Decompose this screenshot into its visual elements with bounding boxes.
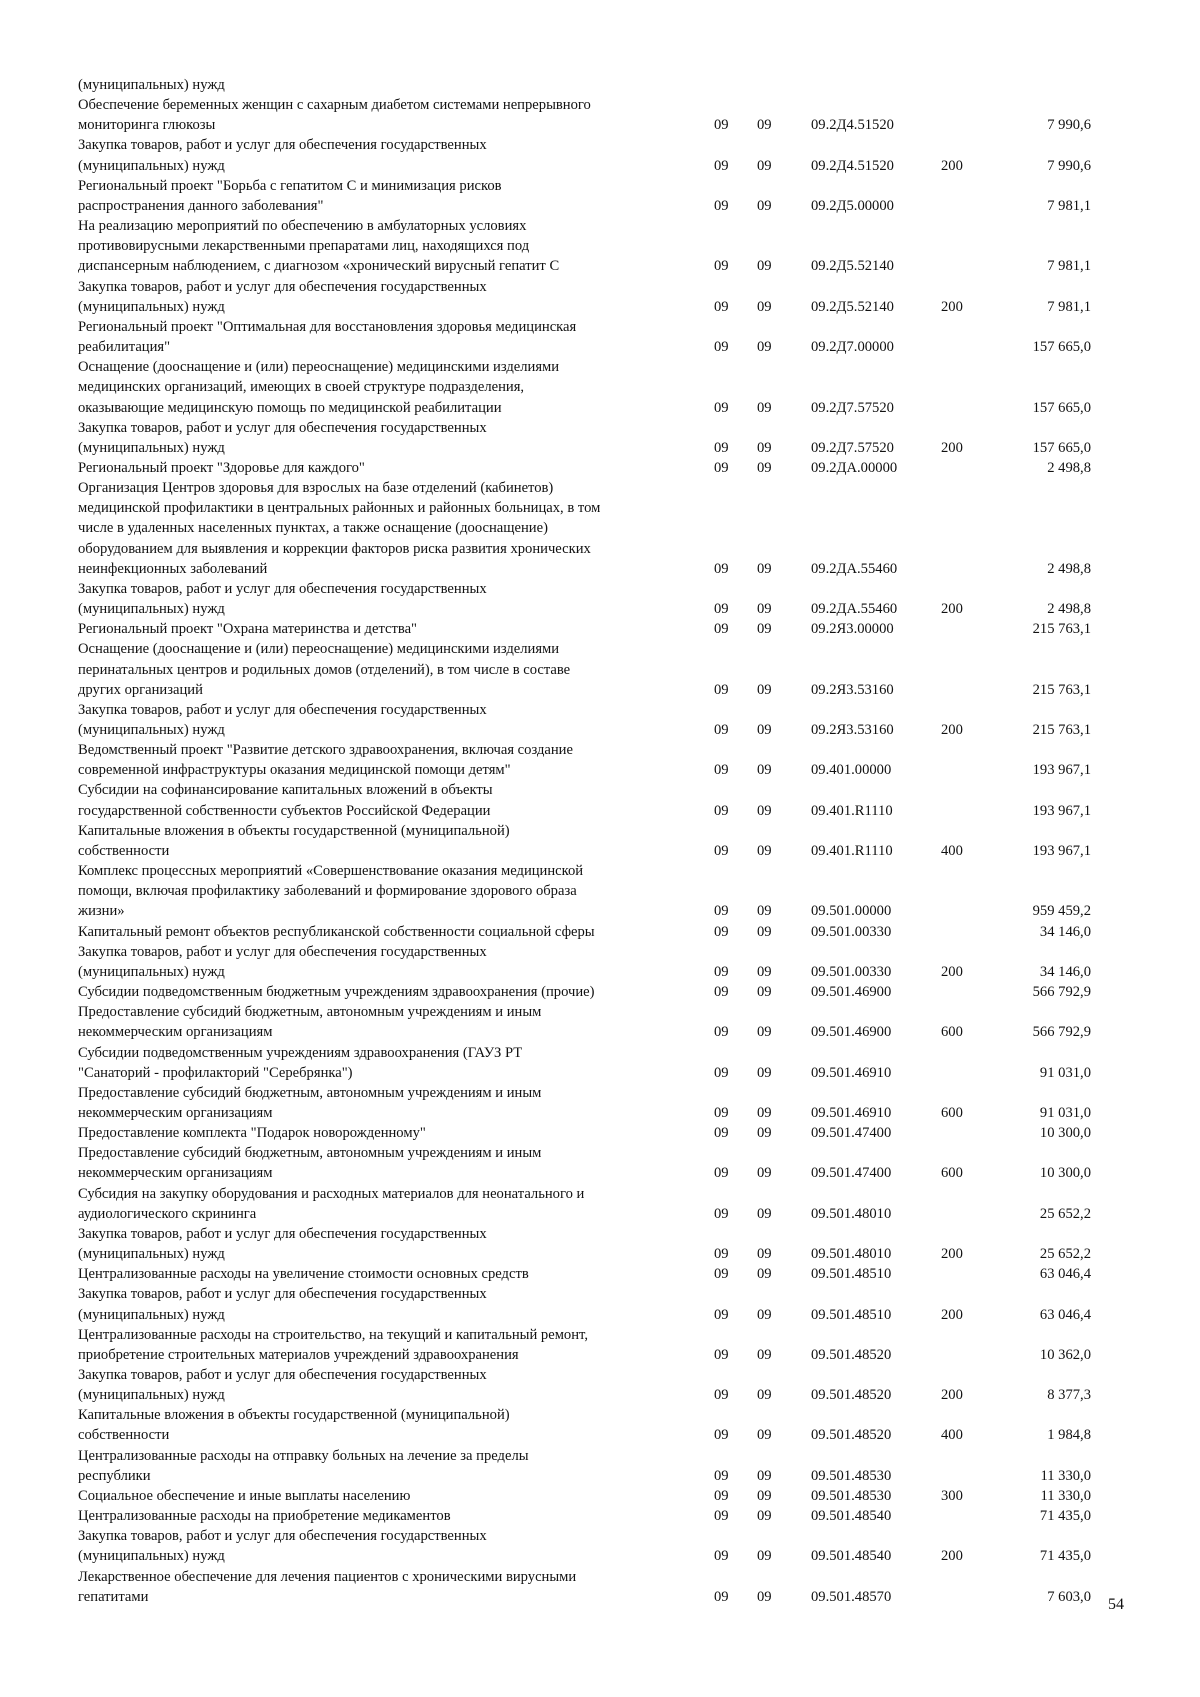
- amount-cell: 7 981,1: [1047, 298, 1091, 315]
- target-article-cell: 09.501.48530: [811, 1487, 892, 1504]
- description-cell: Региональный проект "Здоровье для каждого": [78, 459, 365, 476]
- expense-type-cell: [931, 1567, 991, 1607]
- description-cell: Субсидии на софинансирование капитальных вложений в объекты государственной собственности субъектов Российской Федерации: [78, 782, 493, 819]
- target-article-cell: 09.2Д7.57520: [811, 439, 894, 456]
- expense-type-cell: [931, 619, 991, 639]
- subsection-code-cell: 09: [757, 1588, 772, 1605]
- target-article-cell: 09.501.46900: [811, 1024, 892, 1041]
- target-article-cell: 09.501.47400: [811, 1125, 892, 1142]
- expense-type-cell: [931, 861, 991, 921]
- target-article-cell: 09.2Д5.52140: [811, 298, 894, 315]
- target-article-cell: 09.2Я3.53160: [811, 722, 894, 738]
- target-article-cell: 09.501.46900: [811, 984, 892, 1001]
- description-cell: Ведомственный проект "Развитие детского здравоохранения, включая создание современной инфраструктуры оказания медицинской помощи детям": [78, 742, 573, 779]
- amount-cell: 7 981,1: [1047, 197, 1091, 214]
- amount-cell: 215 763,1: [1032, 681, 1091, 698]
- expense-type-cell: [931, 216, 991, 276]
- description-cell: Капитальные вложения в объекты государственной (муниципальной) собственности: [78, 822, 510, 859]
- expense-type-cell: 200: [941, 439, 963, 456]
- section-code-cell: 09: [714, 117, 729, 134]
- subsection-code-cell: 09: [757, 681, 772, 698]
- subsection-code-cell: 09: [757, 1467, 772, 1484]
- description-cell: Капитальный ремонт объектов республиканской собственности социальной сферы: [78, 923, 595, 940]
- target-article-cell: 09.2Д4.51520: [811, 157, 894, 174]
- table-row: [78, 1325, 1091, 1365]
- subsection-code-cell: 09: [757, 963, 772, 980]
- target-article-cell: 09.2Я3.00000: [811, 621, 894, 638]
- target-article-cell: 09.501.46910: [811, 1064, 892, 1081]
- target-article-cell: 09.501.48010: [811, 1246, 892, 1263]
- expense-type-cell: 600: [941, 1104, 963, 1121]
- subsection-code-cell: 09: [757, 1508, 772, 1525]
- section-code-cell: 09: [714, 903, 729, 920]
- description-cell: На реализацию мероприятий по обеспечению в амбулаторных условиях противовирусными лекарственными препаратами лиц, находящихся под диспансерным наблюдением, с диагнозом «хронический вирусный гепатит С: [78, 218, 560, 275]
- description-cell: Закупка товаров, работ и услуг для обеспечения государственных (муниципальных) нужд: [78, 580, 487, 618]
- expense-type-cell: 200: [941, 963, 963, 980]
- amount-cell: 91 031,0: [1039, 1064, 1091, 1081]
- amount-cell: 2 498,8: [1047, 560, 1091, 577]
- expense-type-cell: [931, 982, 991, 1002]
- description-cell: Капитальные вложения в объекты государственной (муниципальной) собственности: [78, 1407, 510, 1444]
- table-row: [78, 1526, 1091, 1566]
- amount-cell: 7 990,6: [1047, 117, 1091, 134]
- section-code-cell: 09: [714, 1346, 729, 1363]
- subsection-code-cell: 09: [757, 560, 772, 577]
- expense-type-cell: [931, 740, 991, 780]
- table-row: [78, 1123, 1091, 1143]
- expense-type-cell: [931, 478, 991, 579]
- page-number: 54: [1108, 1596, 1124, 1613]
- description-cell: Закупка товаров, работ и услуг для обеспечения государственных (муниципальных) нужд: [78, 1528, 487, 1565]
- expense-type-cell: [931, 317, 991, 357]
- section-code-cell: 09: [714, 1064, 729, 1081]
- subsection-code-cell: 09: [757, 1125, 772, 1142]
- table-row: [78, 418, 1091, 458]
- expense-type-cell: 200: [941, 1387, 963, 1404]
- expense-type-cell: 600: [941, 1165, 963, 1182]
- target-article-cell: 09.501.00000: [811, 903, 892, 920]
- description-cell: Субсидии подведомственным бюджетным учреждениям здравоохранения (прочие): [78, 984, 595, 1001]
- section-code-cell: 09: [714, 923, 729, 940]
- table-row: [78, 740, 1091, 780]
- description-cell: Предоставление субсидий бюджетным, автономным учреждениям и иным некоммерческим организациям: [78, 1084, 542, 1121]
- amount-cell: 10 300,0: [1039, 1165, 1091, 1182]
- section-code-cell: 09: [714, 1306, 729, 1323]
- table-row: [78, 700, 1091, 740]
- table-row: [78, 1143, 1091, 1183]
- table-row: [78, 579, 1091, 619]
- subsection-code-cell: 09: [757, 1427, 772, 1444]
- description-cell: Организация Центров здоровья для взрослых на базе отделений (кабинетов) медицинской профилактики в центральных районных и районных больницах, в том числе в удаленных населенных пунктах, а также оснащение (дооснащение) оборудованием для выявления и коррекции факторов риска развития хронических неинфекционных заболеваний: [78, 480, 601, 577]
- section-code-cell: 09: [714, 1467, 729, 1484]
- amount-cell: 193 967,1: [1032, 762, 1091, 779]
- amount-cell: 11 330,0: [1040, 1487, 1091, 1504]
- subsection-code-cell: 09: [757, 1346, 772, 1363]
- expense-type-cell: 600: [941, 1024, 963, 1041]
- table-row: [78, 1002, 1091, 1042]
- subsection-code-cell: 09: [757, 1024, 772, 1041]
- section-code-cell: 09: [714, 1246, 729, 1263]
- target-article-cell: 09.2ДА.55460: [811, 560, 898, 577]
- amount-cell: 34 146,0: [1039, 963, 1091, 980]
- table-row: [78, 458, 1091, 478]
- table-row: [78, 780, 1091, 820]
- expense-type-cell: [931, 458, 991, 478]
- section-code-cell: 09: [714, 1125, 729, 1142]
- section-code-cell: 09: [714, 439, 729, 456]
- subsection-code-cell: 09: [757, 722, 772, 738]
- amount-cell: 8 377,3: [1047, 1387, 1091, 1404]
- target-article-cell: 09.2Д4.51520: [811, 117, 894, 134]
- amount-cell: 7 990,6: [1047, 157, 1091, 174]
- amount-cell: 71 435,0: [1039, 1508, 1091, 1525]
- table-row: [78, 176, 1091, 216]
- table-row: [78, 1567, 1091, 1607]
- target-article-cell: 09.2Я3.53160: [811, 681, 894, 698]
- amount-cell: 91 031,0: [1039, 1104, 1091, 1121]
- subsection-code-cell: 09: [757, 339, 772, 356]
- subsection-code-cell: 09: [757, 1205, 772, 1222]
- subsection-code-cell: 09: [757, 1387, 772, 1404]
- amount-cell: 157 665,0: [1032, 339, 1091, 356]
- amount-cell: 566 792,9: [1032, 984, 1091, 1001]
- section-code-cell: 09: [714, 1387, 729, 1404]
- table-row: [78, 619, 1091, 639]
- amount-cell: 2 498,8: [1047, 459, 1091, 476]
- description-cell: Централизованные расходы на приобретение медикаментов: [78, 1508, 451, 1525]
- description-cell: Предоставление комплекта "Подарок новорожденному": [78, 1125, 426, 1142]
- table-row: [78, 821, 1091, 861]
- expense-type-cell: 200: [941, 1306, 963, 1323]
- expense-type-cell: 200: [941, 1246, 963, 1263]
- table-row: [78, 277, 1091, 317]
- subsection-code-cell: 09: [757, 984, 772, 1001]
- description-cell: Закупка товаров, работ и услуг для обеспечения государственных (муниципальных) нужд: [78, 1367, 487, 1404]
- target-article-cell: 09.501.46910: [811, 1104, 892, 1121]
- subsection-code-cell: 09: [757, 298, 772, 315]
- section-code-cell: 09: [714, 1588, 729, 1605]
- expense-type-cell: [931, 1446, 991, 1486]
- description-cell: Региональный проект "Оптимальная для восстановления здоровья медицинская реабилитация": [78, 318, 577, 356]
- target-article-cell: 09.2ДА.55460: [811, 601, 898, 618]
- table-row: [78, 922, 1091, 942]
- table-row: [78, 861, 1091, 921]
- expense-type-cell: 400: [941, 842, 963, 859]
- section-code-cell: 09: [714, 601, 729, 618]
- amount-cell: 63 046,4: [1039, 1266, 1091, 1283]
- expense-type-cell: [931, 176, 991, 216]
- amount-cell: 2 498,8: [1047, 601, 1091, 618]
- subsection-code-cell: 09: [757, 117, 772, 134]
- subsection-code-cell: 09: [757, 621, 772, 638]
- expense-type-cell: 200: [941, 157, 963, 174]
- target-article-cell: 09.501.48530: [811, 1467, 892, 1484]
- amount-cell: 10 300,0: [1039, 1125, 1091, 1142]
- description-cell: Региональный проект "Охрана материнства и детства": [78, 621, 417, 638]
- target-article-cell: 09.401.00000: [811, 762, 892, 779]
- target-article-cell: [807, 75, 931, 95]
- expense-type-cell: [931, 75, 991, 95]
- amount-cell: 11 330,0: [1040, 1467, 1091, 1484]
- table-row: [78, 1365, 1091, 1405]
- target-article-cell: 09.2Д5.52140: [811, 258, 894, 275]
- amount-cell: 959 459,2: [1032, 903, 1091, 920]
- description-cell: Субсидии подведомственным учреждениям здравоохранения (ГАУЗ РТ "Санаторий - профилакторий "Серебрянка"): [78, 1044, 523, 1081]
- subsection-code-cell: 09: [757, 802, 772, 819]
- amount-cell: 215 763,1: [1032, 722, 1091, 738]
- table-row: [78, 357, 1091, 417]
- subsection-code-cell: 09: [757, 197, 772, 214]
- expense-type-cell: [931, 1043, 991, 1083]
- amount-cell: [991, 75, 1091, 95]
- expense-type-cell: [931, 1264, 991, 1284]
- table-row: [78, 1446, 1091, 1486]
- amount-cell: 157 665,0: [1032, 399, 1091, 416]
- section-code-cell: 09: [714, 842, 729, 859]
- amount-cell: 25 652,2: [1039, 1246, 1091, 1263]
- description-cell: Социальное обеспечение и иные выплаты населению: [78, 1487, 411, 1504]
- section-code-cell: 09: [714, 1508, 729, 1525]
- subsection-code-cell: 09: [757, 439, 772, 456]
- target-article-cell: 09.501.48520: [811, 1427, 892, 1444]
- description-cell: Централизованные расходы на отправку больных на лечение за пределы республики: [78, 1447, 529, 1484]
- expense-type-cell: 300: [941, 1487, 963, 1504]
- section-code-cell: [706, 75, 752, 95]
- target-article-cell: 09.501.48540: [811, 1508, 892, 1525]
- expense-type-cell: [931, 1184, 991, 1224]
- description-cell: Закупка товаров, работ и услуг для обеспечения государственных (муниципальных) нужд: [78, 419, 487, 456]
- expense-type-cell: [931, 922, 991, 942]
- table-row: [78, 982, 1091, 1002]
- section-code-cell: 09: [714, 621, 729, 638]
- expense-type-cell: [931, 1325, 991, 1365]
- description-cell: Оснащение (дооснащение и (или) переоснащение) медицинскими изделиями медицинских организаций, имеющих в своей структуре подразделения, оказывающие медицинскую помощь по медицинской реабилитации: [78, 359, 560, 416]
- expense-type-cell: [931, 1123, 991, 1143]
- budget-table: [78, 75, 1091, 1607]
- section-code-cell: 09: [714, 1548, 729, 1565]
- expense-type-cell: 200: [941, 1548, 963, 1565]
- target-article-cell: 09.2Д7.57520: [811, 399, 894, 416]
- section-code-cell: 09: [714, 1165, 729, 1182]
- section-code-cell: 09: [714, 802, 729, 819]
- subsection-code-cell: 09: [757, 903, 772, 920]
- section-code-cell: 09: [714, 1104, 729, 1121]
- target-article-cell: 09.2Д5.00000: [811, 197, 894, 214]
- amount-cell: 10 362,0: [1039, 1346, 1091, 1363]
- table-row: [78, 1224, 1091, 1264]
- section-code-cell: 09: [714, 560, 729, 577]
- description-cell: Централизованные расходы на строительство, на текущий и капитальный ремонт, приобретение строительных материалов учреждений здравоохранения: [78, 1326, 588, 1363]
- table-row: [78, 1506, 1091, 1526]
- target-article-cell: 09.2ДА.00000: [811, 459, 898, 476]
- description-cell: (муниципальных) нужд: [78, 77, 225, 93]
- subsection-code-cell: 09: [757, 1487, 772, 1504]
- amount-cell: 71 435,0: [1039, 1548, 1091, 1565]
- description-cell: Закупка товаров, работ и услуг для обеспечения государственных (муниципальных) нужд: [78, 1225, 487, 1263]
- description-cell: Закупка товаров, работ и услуг для обеспечения государственных (муниципальных) нужд: [78, 943, 487, 980]
- subsection-code-cell: 09: [757, 399, 772, 416]
- table-row: [78, 1083, 1091, 1123]
- description-cell: Лекарственное обеспечение для лечения пациентов с хроническими вирусными гепатитами: [78, 1568, 577, 1605]
- section-code-cell: 09: [714, 722, 729, 738]
- expense-type-cell: [931, 357, 991, 417]
- table-row: [78, 135, 1091, 175]
- target-article-cell: 09.501.00330: [811, 963, 892, 980]
- section-code-cell: 09: [714, 1487, 729, 1504]
- table-row: [78, 1184, 1091, 1224]
- subsection-code-cell: 09: [757, 1165, 772, 1182]
- amount-cell: 63 046,4: [1039, 1306, 1091, 1323]
- amount-cell: 157 665,0: [1032, 439, 1091, 456]
- target-article-cell: 09.401.R1110: [811, 842, 893, 859]
- target-article-cell: 09.501.48510: [811, 1306, 892, 1323]
- section-code-cell: 09: [714, 399, 729, 416]
- section-code-cell: 09: [714, 1427, 729, 1444]
- subsection-code-cell: 09: [757, 1548, 772, 1565]
- amount-cell: 7 603,0: [1047, 1588, 1091, 1605]
- expense-type-cell: [931, 95, 991, 135]
- section-code-cell: 09: [714, 258, 729, 275]
- section-code-cell: 09: [714, 681, 729, 698]
- subsection-code-cell: 09: [757, 1104, 772, 1121]
- section-code-cell: 09: [714, 984, 729, 1001]
- target-article-cell: 09.501.48520: [811, 1387, 892, 1404]
- description-cell: Закупка товаров, работ и услуг для обеспечения государственных (муниципальных) нужд: [78, 137, 487, 174]
- subsection-code-cell: 09: [757, 459, 772, 476]
- table-row: [78, 317, 1091, 357]
- expense-type-cell: 400: [941, 1427, 963, 1444]
- table-row: [78, 478, 1091, 579]
- table-row: [78, 639, 1091, 699]
- expense-type-cell: [931, 1506, 991, 1526]
- target-article-cell: 09.501.48570: [811, 1588, 892, 1605]
- table-row: [78, 95, 1091, 135]
- table-row: [78, 1043, 1091, 1083]
- subsection-code-cell: 09: [757, 601, 772, 618]
- section-code-cell: 09: [714, 339, 729, 356]
- amount-cell: 215 763,1: [1032, 621, 1091, 638]
- section-code-cell: 09: [714, 1024, 729, 1041]
- section-code-cell: 09: [714, 762, 729, 779]
- amount-cell: 25 652,2: [1039, 1205, 1091, 1222]
- table-row: [78, 216, 1091, 276]
- description-cell: Закупка товаров, работ и услуг для обеспечения государственных (муниципальных) нужд: [78, 701, 487, 738]
- description-cell: Региональный проект "Борьба с гепатитом С и минимизация рисков распространения данного заболевания": [78, 177, 502, 214]
- subsection-code-cell: 09: [757, 1266, 772, 1283]
- expense-type-cell: [931, 780, 991, 820]
- section-code-cell: 09: [714, 197, 729, 214]
- subsection-code-cell: 09: [757, 762, 772, 779]
- section-code-cell: 09: [714, 459, 729, 476]
- amount-cell: 566 792,9: [1032, 1024, 1091, 1041]
- subsection-code-cell: 09: [757, 258, 772, 275]
- description-cell: Обеспечение беременных женщин с сахарным диабетом системами непрерывного мониторинга глюкозы: [78, 97, 591, 134]
- amount-cell: 193 967,1: [1032, 842, 1091, 859]
- subsection-code-cell: 09: [757, 1246, 772, 1263]
- description-cell: Предоставление субсидий бюджетным, автономным учреждениям и иным некоммерческим организациям: [78, 1004, 542, 1041]
- description-cell: Закупка товаров, работ и услуг для обеспечения государственных (муниципальных) нужд: [78, 1286, 487, 1323]
- description-cell: Субсидия на закупку оборудования и расходных материалов для неонатального и аудиологического скрининга: [78, 1185, 585, 1222]
- target-article-cell: 09.401.R1110: [811, 802, 893, 819]
- expense-type-cell: 200: [941, 298, 963, 315]
- target-article-cell: 09.501.47400: [811, 1165, 892, 1182]
- section-code-cell: 09: [714, 963, 729, 980]
- description-cell: Централизованные расходы на увеличение стоимости основных средств: [78, 1266, 529, 1283]
- expense-type-cell: [931, 639, 991, 699]
- amount-cell: 7 981,1: [1047, 258, 1091, 275]
- section-code-cell: 09: [714, 1205, 729, 1222]
- subsection-code-cell: [752, 75, 807, 95]
- table-row: [78, 1486, 1091, 1506]
- target-article-cell: 09.501.48540: [811, 1548, 892, 1565]
- expense-type-cell: 200: [941, 722, 963, 738]
- section-code-cell: 09: [714, 1266, 729, 1283]
- description-cell: Оснащение (дооснащение и (или) переоснащение) медицинскими изделиями перинатальных центров и родильных домов (отделений), в том числе в составе других организаций: [78, 641, 571, 698]
- expense-type-cell: 200: [941, 601, 963, 618]
- section-code-cell: 09: [714, 298, 729, 315]
- subsection-code-cell: 09: [757, 1306, 772, 1323]
- description-cell: Предоставление субсидий бюджетным, автономным учреждениям и иным некоммерческим организациям: [78, 1145, 542, 1182]
- subsection-code-cell: 09: [757, 842, 772, 859]
- amount-cell: 34 146,0: [1039, 923, 1091, 940]
- description-cell: Комплекс процессных мероприятий «Совершенствование оказания медицинской помощи, включая профилактику заболеваний и формирование здорового образа жизни»: [78, 863, 584, 920]
- table-row: [78, 942, 1091, 982]
- table-row: [78, 1264, 1091, 1284]
- target-article-cell: 09.501.48520: [811, 1346, 892, 1363]
- budget-table-body: [78, 75, 1091, 1607]
- subsection-code-cell: 09: [757, 1064, 772, 1081]
- table-row: [78, 1405, 1091, 1445]
- subsection-code-cell: 09: [757, 157, 772, 174]
- subsection-code-cell: 09: [757, 923, 772, 940]
- target-article-cell: 09.501.00330: [811, 923, 892, 940]
- table-row: [78, 1284, 1091, 1324]
- target-article-cell: 09.2Д7.00000: [811, 339, 894, 356]
- amount-cell: 1 984,8: [1047, 1427, 1091, 1444]
- target-article-cell: 09.501.48010: [811, 1205, 892, 1222]
- section-code-cell: 09: [714, 157, 729, 174]
- target-article-cell: 09.501.48510: [811, 1266, 892, 1283]
- amount-cell: 193 967,1: [1032, 802, 1091, 819]
- table-row: [78, 75, 1091, 95]
- description-cell: Закупка товаров, работ и услуг для обеспечения государственных (муниципальных) нужд: [78, 278, 487, 315]
